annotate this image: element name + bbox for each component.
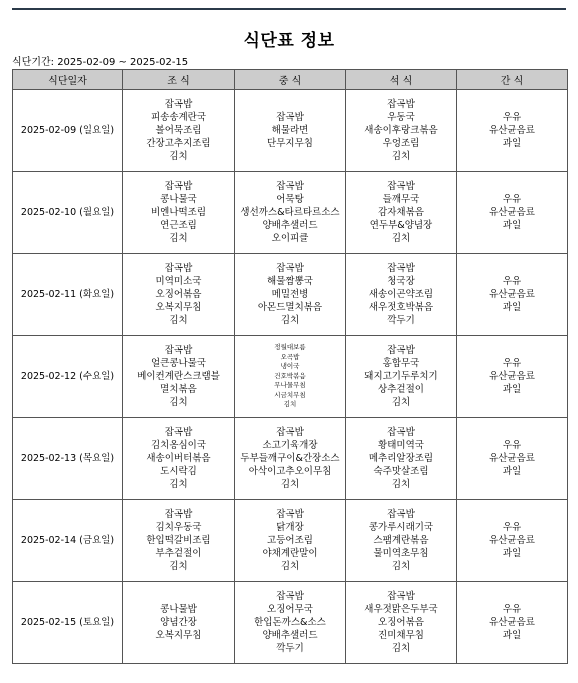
- dish-item: 우유: [502, 440, 522, 451]
- breakfast-cell: [123, 336, 235, 418]
- dish-item: 잡곡밥: [387, 345, 415, 356]
- lunch-cell: [235, 254, 346, 336]
- snack-cell: [457, 500, 568, 582]
- dish-item: 건호박볶음: [274, 371, 306, 380]
- dish-item: 과일: [502, 138, 522, 149]
- dish-item: 김치: [169, 561, 188, 572]
- date-cell: 2025-02-15 (토요일): [13, 582, 123, 664]
- dish-item: 잡곡밥: [276, 427, 304, 438]
- lunch-cell: [235, 172, 346, 254]
- dish-item: 잡곡밥: [164, 263, 193, 274]
- dish-item: 새송이버터볶음: [146, 453, 211, 464]
- date-cell: 2025-02-11 (화요일): [13, 254, 123, 336]
- dish-item: 김치: [391, 151, 411, 162]
- dish-item: 유산균음료: [489, 453, 535, 464]
- dish-item: 잡곡밥: [276, 591, 304, 602]
- dish-item: 새송이후랑크볶음: [364, 125, 438, 136]
- top-divider: [12, 8, 566, 10]
- dish-item: 깍두기: [276, 643, 304, 654]
- dish-item: 김치: [169, 151, 188, 162]
- dish-item: 오징어볶음: [155, 289, 202, 300]
- dish-item: 과일: [502, 548, 522, 559]
- dish-item: 비엔나떡조림: [150, 207, 207, 218]
- dish-item: 김치: [391, 233, 411, 244]
- dish-item: 오곡밥: [280, 352, 300, 361]
- dish-item: 콩나물국: [160, 194, 197, 205]
- dish-item: 콩가루시래기국: [368, 522, 434, 533]
- lunch-cell: [235, 336, 346, 418]
- dish-item: 김치: [280, 315, 300, 326]
- lunch-cell: [235, 582, 346, 664]
- dish-item: 소고기육개장: [262, 440, 318, 451]
- dish-item: 잡곡밥: [164, 99, 193, 110]
- dish-item: 감자채볶음: [378, 207, 424, 218]
- breakfast-cell: [123, 418, 235, 500]
- dish-item: 우유: [502, 358, 522, 369]
- dish-item: 숙주맛살조림: [373, 466, 429, 477]
- dish-item: 생선까스&타르타르소스: [240, 207, 340, 218]
- dish-item: 양배추샐러드: [262, 220, 318, 231]
- table-row: [13, 582, 568, 664]
- dish-item: 고등어조림: [267, 535, 313, 546]
- dish-item: 양배추샐러드: [262, 630, 318, 641]
- dish-item: 과일: [502, 302, 522, 313]
- dish-item: 김치: [283, 400, 297, 409]
- dish-item: 새우젓맑은두부국: [364, 604, 438, 615]
- dish-item: 피송송계란국: [150, 112, 207, 123]
- dish-item: 간장고추지조림: [146, 138, 211, 149]
- header-snack: 간 식: [457, 70, 568, 90]
- dish-item: 들깨무국: [382, 194, 420, 205]
- dish-item: 우유: [502, 604, 522, 615]
- dish-item: 김치: [280, 479, 300, 490]
- date-cell: 2025-02-09 (일요일): [13, 90, 123, 172]
- dish-item: 닭개장: [276, 522, 304, 533]
- dish-item: 잡곡밥: [276, 509, 304, 520]
- dish-item: 양념간장: [160, 617, 197, 628]
- snack-cell: [457, 254, 568, 336]
- date-cell: 2025-02-10 (월요일): [13, 172, 123, 254]
- dish-item: 메추리알장조림: [368, 453, 434, 464]
- breakfast-cell: [123, 500, 235, 582]
- dish-item: 오징어볶음: [378, 617, 424, 628]
- dish-item: 잡곡밥: [276, 263, 304, 274]
- date-cell: 2025-02-13 (목요일): [13, 418, 123, 500]
- dish-item: 유산균음료: [489, 617, 535, 628]
- dish-item: 잡곡밥: [387, 509, 415, 520]
- header-breakfast: 조 식: [123, 70, 235, 90]
- dish-item: 청국장: [387, 276, 415, 287]
- dish-item: 오이피클: [271, 233, 309, 244]
- breakfast-cell: [123, 90, 235, 172]
- dish-item: 김치: [280, 561, 300, 572]
- dish-item: 미역미소국: [155, 276, 202, 287]
- dish-item: 시금치무침: [274, 390, 306, 399]
- dish-item: 유산균음료: [489, 125, 535, 136]
- dish-item: 유산균음료: [489, 371, 535, 382]
- dinner-cell: [346, 254, 457, 336]
- dish-item: 잡곡밥: [276, 181, 304, 192]
- snack-cell: [457, 582, 568, 664]
- dish-item: 메밀전병: [271, 289, 309, 300]
- meal-period: 식단기간: 2025-02-09 ~ 2025-02-15: [12, 57, 189, 68]
- dish-item: 김치: [169, 479, 188, 490]
- dish-item: 두부들깨구이&간장소스: [240, 453, 340, 464]
- dish-item: 도시락김: [160, 466, 197, 477]
- dish-item: 냉이국: [280, 362, 300, 371]
- dish-item: 잡곡밥: [387, 427, 415, 438]
- dish-item: 유산균음료: [489, 289, 535, 300]
- dish-item: 유산균음료: [489, 535, 535, 546]
- page-title: 식단표 정보: [243, 31, 335, 51]
- date-cell: 2025-02-12 (수요일): [13, 336, 123, 418]
- table-row: [13, 172, 568, 254]
- dish-item: 야채계란말이: [262, 548, 318, 559]
- dish-item: 얼큰콩나물국: [150, 358, 207, 369]
- dinner-cell: [346, 582, 457, 664]
- dish-item: 잡곡밥: [387, 99, 415, 110]
- lunch-cell: [235, 90, 346, 172]
- dish-item: 과일: [502, 630, 522, 641]
- dish-item: 새송이곤약조림: [368, 289, 434, 300]
- dish-item: 돼지고기두루치기: [364, 371, 438, 382]
- dish-item: 오복지무침: [155, 302, 202, 313]
- dish-item: 오복지무침: [155, 630, 202, 641]
- table-row: [13, 254, 568, 336]
- dish-item: 과일: [502, 220, 522, 231]
- header-lunch: 중 식: [235, 70, 346, 90]
- dish-item: 잡곡밥: [387, 181, 415, 192]
- dish-item: 아삭이고추오이무침: [248, 466, 332, 477]
- dish-item: 오징어무국: [267, 604, 313, 615]
- dish-item: 김치옹심이국: [150, 440, 207, 451]
- dish-item: 연두부&양념장: [369, 220, 433, 231]
- dish-item: 홍합무국: [382, 358, 420, 369]
- dish-item: 새우젓호박볶음: [368, 302, 434, 313]
- dish-item: 과일: [502, 466, 522, 477]
- snack-cell: [457, 172, 568, 254]
- header-dinner: 석 식: [346, 70, 457, 90]
- date-cell: 2025-02-14 (금요일): [13, 500, 123, 582]
- dish-item: 김치: [169, 315, 188, 326]
- dish-item: 한입떡갈비조림: [146, 535, 211, 546]
- dish-item: 한입돈까스&소스: [254, 617, 326, 628]
- table-row: [13, 418, 568, 500]
- table-row: [13, 500, 568, 582]
- dish-item: 콩나물밥: [160, 604, 197, 615]
- lunch-cell: [235, 418, 346, 500]
- table-body: [13, 90, 568, 664]
- dish-item: 김치: [169, 233, 188, 244]
- dish-item: 진미채무침: [378, 630, 424, 641]
- table-header-row: [13, 70, 568, 90]
- lunch-cell: [235, 500, 346, 582]
- breakfast-cell: [123, 172, 235, 254]
- dish-item: 잡곡밥: [164, 181, 193, 192]
- dinner-cell: [346, 500, 457, 582]
- table-row: [13, 90, 568, 172]
- dish-item: 우유: [502, 276, 522, 287]
- dish-item: 우유: [502, 112, 522, 123]
- dish-item: 어묵탕: [276, 194, 304, 205]
- dish-item: 물미역초무침: [373, 548, 429, 559]
- dish-item: 잡곡밥: [164, 509, 193, 520]
- dish-item: 무나물무침: [274, 381, 306, 390]
- meal-table: [12, 69, 568, 664]
- dish-item: 김치: [391, 479, 411, 490]
- dish-item: 김치: [391, 561, 411, 572]
- dish-item: 해물짬뽕국: [267, 276, 313, 287]
- dish-item: 잡곡밥: [276, 112, 304, 123]
- dish-item: 상추겉절이: [378, 384, 424, 395]
- dish-item: 김치: [391, 643, 411, 654]
- dish-item: 해물라면: [271, 125, 309, 136]
- table-row: [13, 336, 568, 418]
- breakfast-cell: [123, 582, 235, 664]
- dish-item: 멸치볶음: [160, 384, 197, 395]
- dish-item: 부추겉절이: [155, 548, 202, 559]
- snack-cell: [457, 336, 568, 418]
- dish-item: 단무지무침: [267, 138, 313, 149]
- dish-item: 김치: [391, 397, 411, 408]
- snack-cell: [457, 418, 568, 500]
- dish-item: 연근조림: [160, 220, 197, 231]
- dinner-cell: [346, 172, 457, 254]
- dish-item: 우유: [502, 522, 522, 533]
- dish-item: 잡곡밥: [387, 263, 415, 274]
- dish-item: 아몬드멸치볶음: [257, 302, 323, 313]
- dish-item: 황태미역국: [378, 440, 424, 451]
- dish-item: 김치: [169, 397, 188, 408]
- dish-item: 우유: [502, 194, 522, 205]
- dish-item: 스팸계란볶음: [373, 535, 429, 546]
- snack-cell: [457, 90, 568, 172]
- dish-item: 볼어묵조림: [155, 125, 202, 136]
- dish-item: 유산균음료: [489, 207, 535, 218]
- dish-item: 잡곡밥: [387, 591, 415, 602]
- dish-item: 잡곡밥: [164, 345, 193, 356]
- dish-item: 잡곡밥: [164, 427, 193, 438]
- dinner-cell: [346, 336, 457, 418]
- dinner-cell: [346, 418, 457, 500]
- header-date: 식단일자: [13, 70, 123, 90]
- breakfast-cell: [123, 254, 235, 336]
- dish-item: 김치우동국: [155, 522, 202, 533]
- dish-item: 우엉조림: [382, 138, 420, 149]
- dish-item: 깍두기: [387, 315, 415, 326]
- dish-item: 과일: [502, 384, 522, 395]
- dish-item: 베이컨계란스크램블: [137, 371, 220, 382]
- dinner-cell: [346, 90, 457, 172]
- dish-item: 정월대보름: [274, 343, 306, 352]
- dish-item: 우동국: [387, 112, 415, 123]
